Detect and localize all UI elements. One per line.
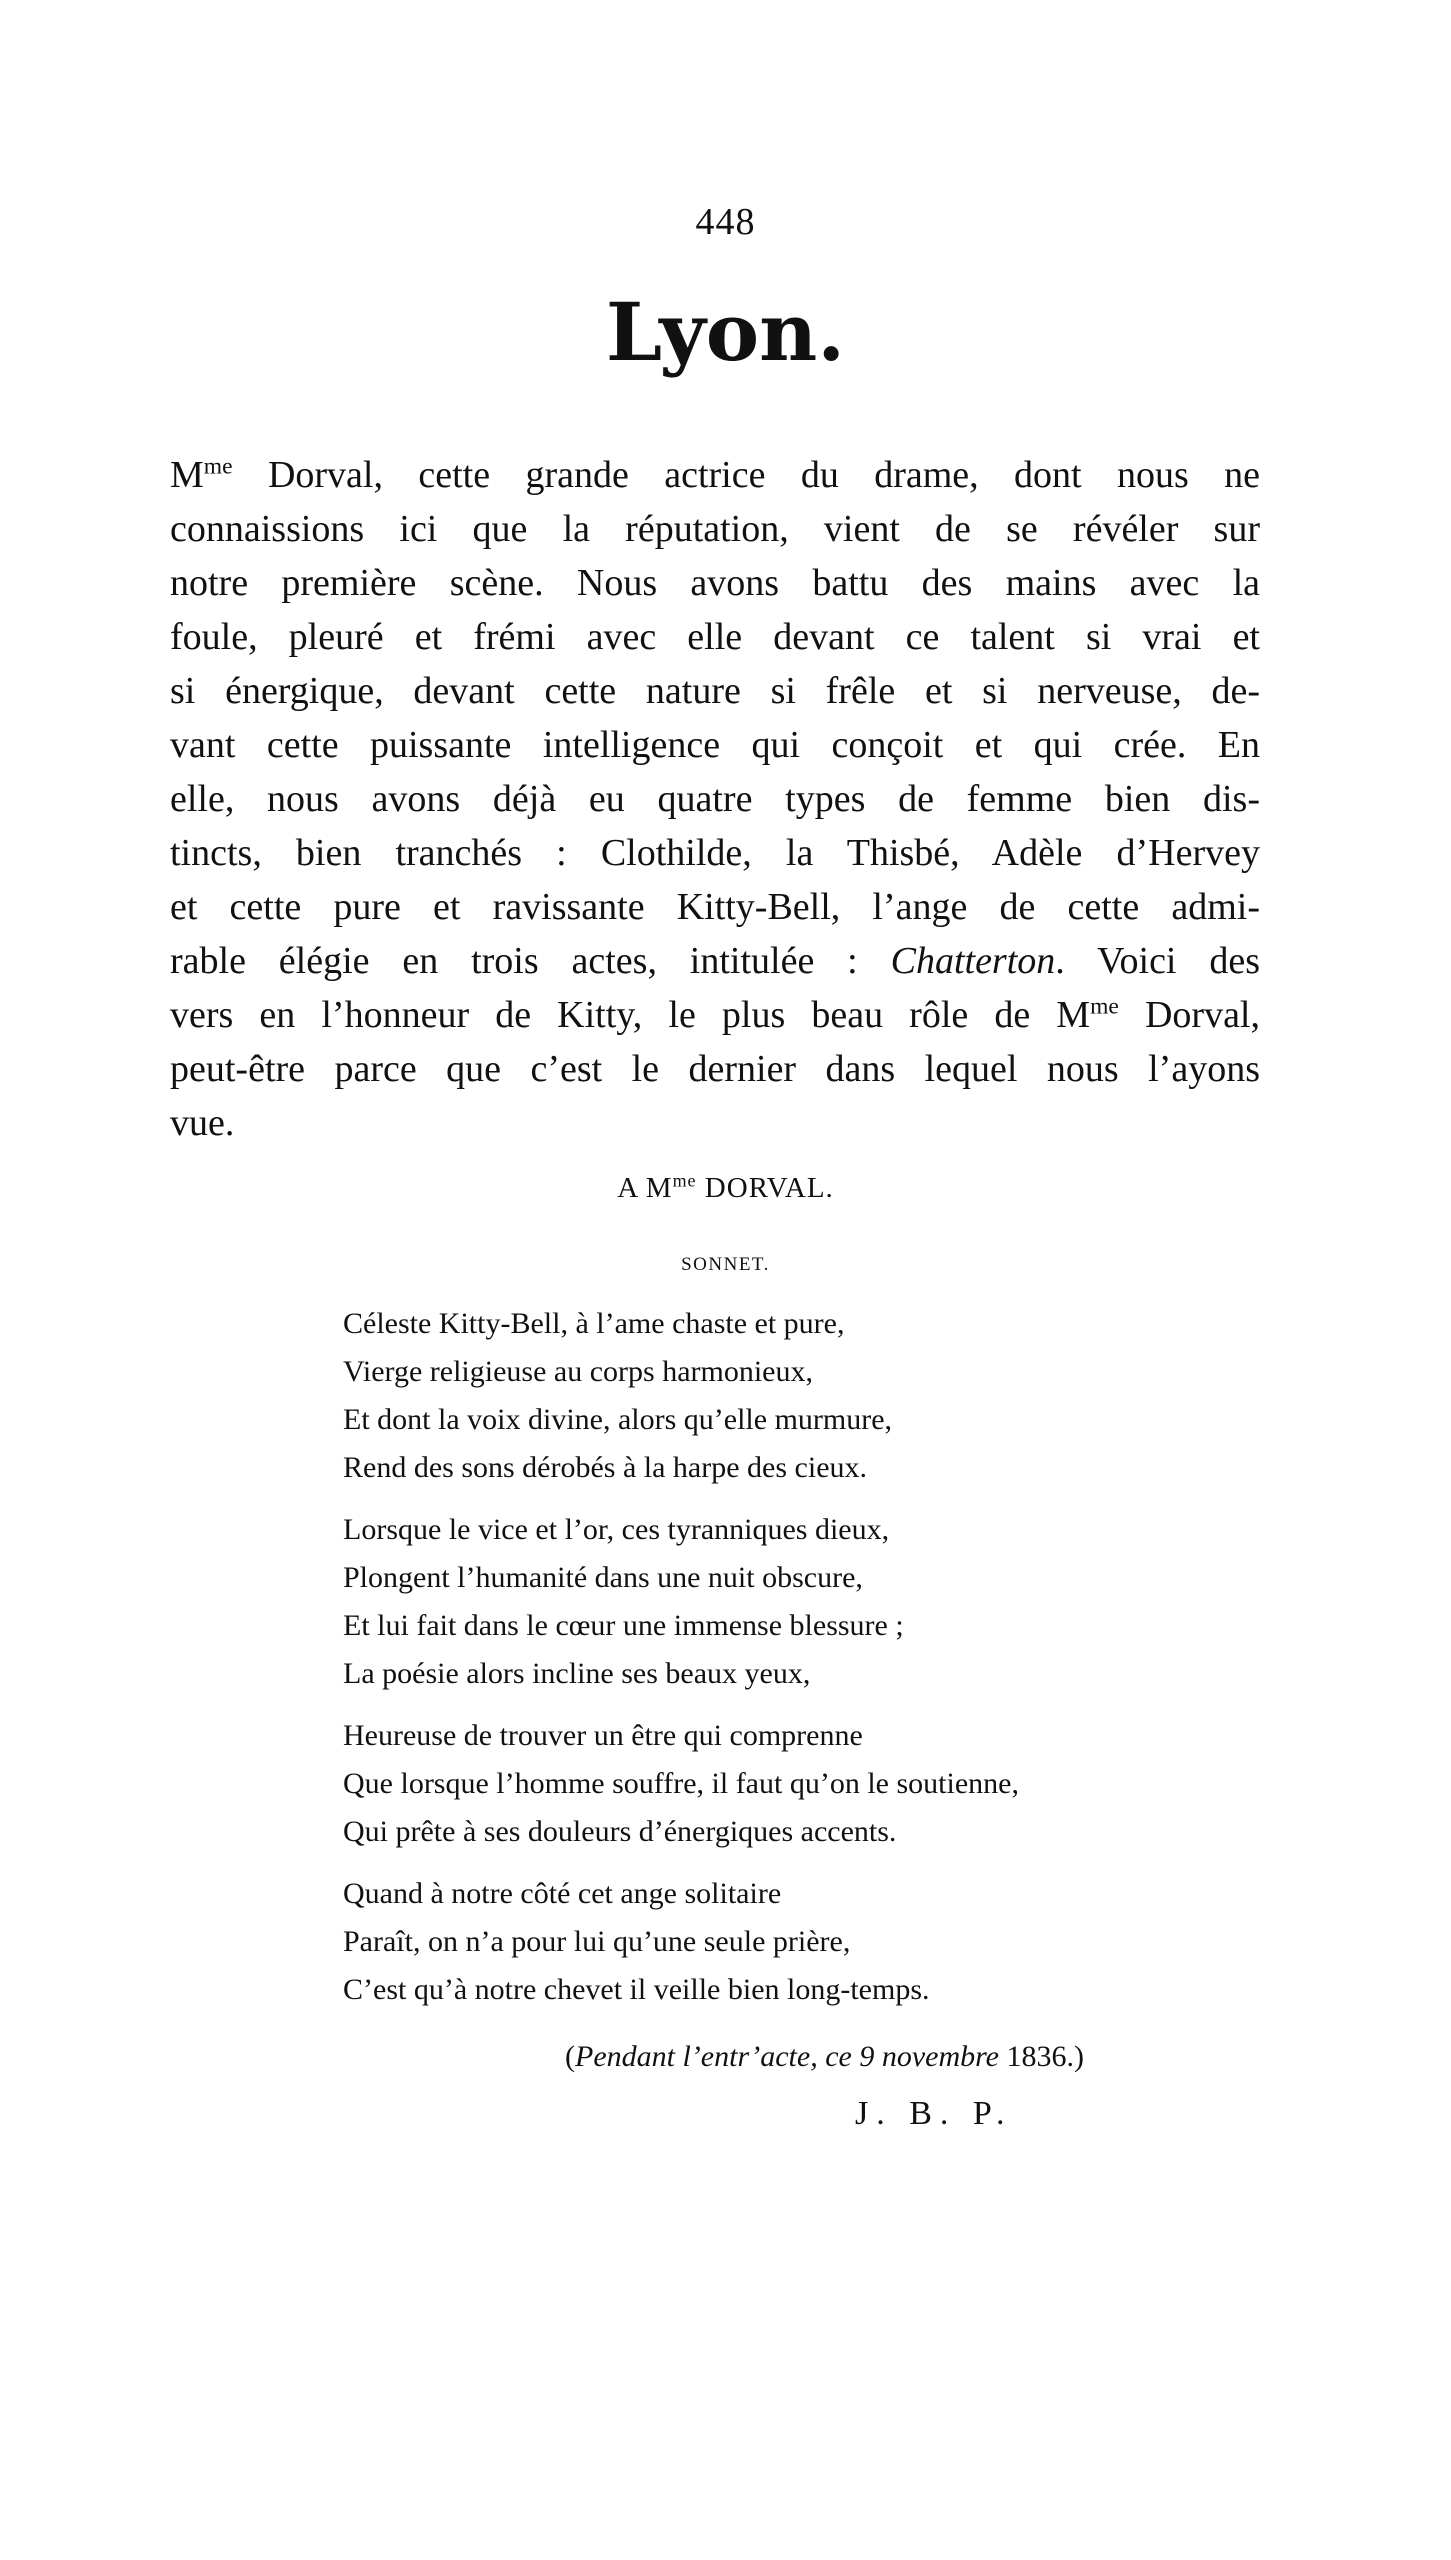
prose-text: vers en l’honneur de Kitty, le plus beau rôle de M [170, 994, 1091, 1036]
prose-text: rable élégie en trois actes, intitulée : [170, 940, 891, 982]
prose-line: peut-être parce que c’est le dernier dans lequel nous l’ayons [170, 1048, 1260, 1090]
prose-line [170, 934, 1260, 988]
stanza [343, 1712, 1243, 1856]
stanza [343, 1506, 1243, 1698]
prose-line: si énergique, devant cette nature si frêle et si nerveuse, de- [170, 670, 1260, 712]
prose-abbr: M [170, 454, 204, 496]
verse-line: Que lorsque l’homme souffre, il faut qu’on le soutienne, [343, 1767, 1019, 1800]
prose-text: . Voici des [1055, 940, 1261, 982]
dedication-superscript: me [672, 1170, 697, 1191]
verse-line: Et lui fait dans le cœur une immense blessure ; [343, 1609, 904, 1642]
page-number: 448 [695, 201, 756, 243]
prose-text: Dorval, cette grande actrice du drame, dont nous ne [232, 454, 1260, 496]
sonnet [343, 1300, 1243, 2028]
prose-line: tincts, bien tranchés : Clothilde, la Thisbé, Adèle d’Hervey [170, 832, 1260, 874]
prose-line: connaissions ici que la réputation, vient de se révéler sur [170, 508, 1260, 550]
verse-line: Rend des sons dérobés à la harpe des cieux. [343, 1451, 868, 1484]
prose-line: notre première scène. Nous avons battu des mains avec la [170, 562, 1260, 604]
signature: J. B. P. [855, 2095, 1013, 2132]
prose-superscript: me [1090, 993, 1119, 1020]
verse-line: Vierge religieuse au corps harmonieux, [343, 1355, 813, 1388]
verse-line: Et dont la voix divine, alors qu’elle murmure, [343, 1403, 893, 1436]
prose-line: et cette pure et ravissante Kitty-Bell, l’ange de cette admi- [170, 886, 1260, 928]
dateline-text: Pendant l’entr’acte, ce 9 novembre [575, 2040, 999, 2073]
dateline [565, 2040, 1084, 2074]
dedication-name: DORVAL. [696, 1172, 834, 1204]
dateline-year: 1836. [999, 2040, 1074, 2073]
prose-line: elle, nous avons déjà eu quatre types de femme bien dis- [170, 778, 1260, 820]
prose-superscript: me [203, 453, 233, 480]
verse-line: Heureuse de trouver un être qui comprenne [343, 1719, 863, 1752]
page-title: Lyon. [605, 285, 846, 379]
verse-line: La poésie alors incline ses beaux yeux, [343, 1657, 811, 1690]
verse-line: Lorsque le vice et l’or, ces tyranniques dieux, [343, 1513, 890, 1546]
dedication-heading [0, 1172, 1451, 1205]
verse-line: Quand à notre côté cet ange solitaire [343, 1877, 782, 1910]
prose-line: vant cette puissante intelligence qui conçoit et qui crée. En [170, 724, 1260, 766]
prose-line [170, 448, 1260, 502]
prose-line: foule, pleuré et frémi avec elle devant ce talent si vrai et [170, 616, 1260, 658]
dateline-open: ( [565, 2040, 575, 2073]
verse-line: Paraît, on n’a pour lui qu’une seule prière, [343, 1925, 851, 1958]
prose-paragraph [170, 448, 1260, 1150]
prose-text: Dorval, [1118, 994, 1260, 1036]
prose-line [170, 988, 1260, 1042]
prose-line: vue. [170, 1102, 235, 1144]
verse-line: Qui prête à ses douleurs d’énergiques accents. [343, 1815, 897, 1848]
stanza [343, 1870, 1243, 2014]
verse-line: C’est qu’à notre chevet il veille bien long-temps. [343, 1973, 930, 2006]
stanza [343, 1300, 1243, 1492]
sonnet-heading: SONNET. [681, 1254, 770, 1275]
prose-italic-title: Chatterton [890, 940, 1056, 982]
dateline-close: ) [1074, 2040, 1084, 2073]
verse-line: Céleste Kitty-Bell, à l’ame chaste et pure, [343, 1307, 845, 1340]
verse-line: Plongent l’humanité dans une nuit obscure, [343, 1561, 863, 1594]
dedication-prefix: A M [617, 1172, 673, 1204]
